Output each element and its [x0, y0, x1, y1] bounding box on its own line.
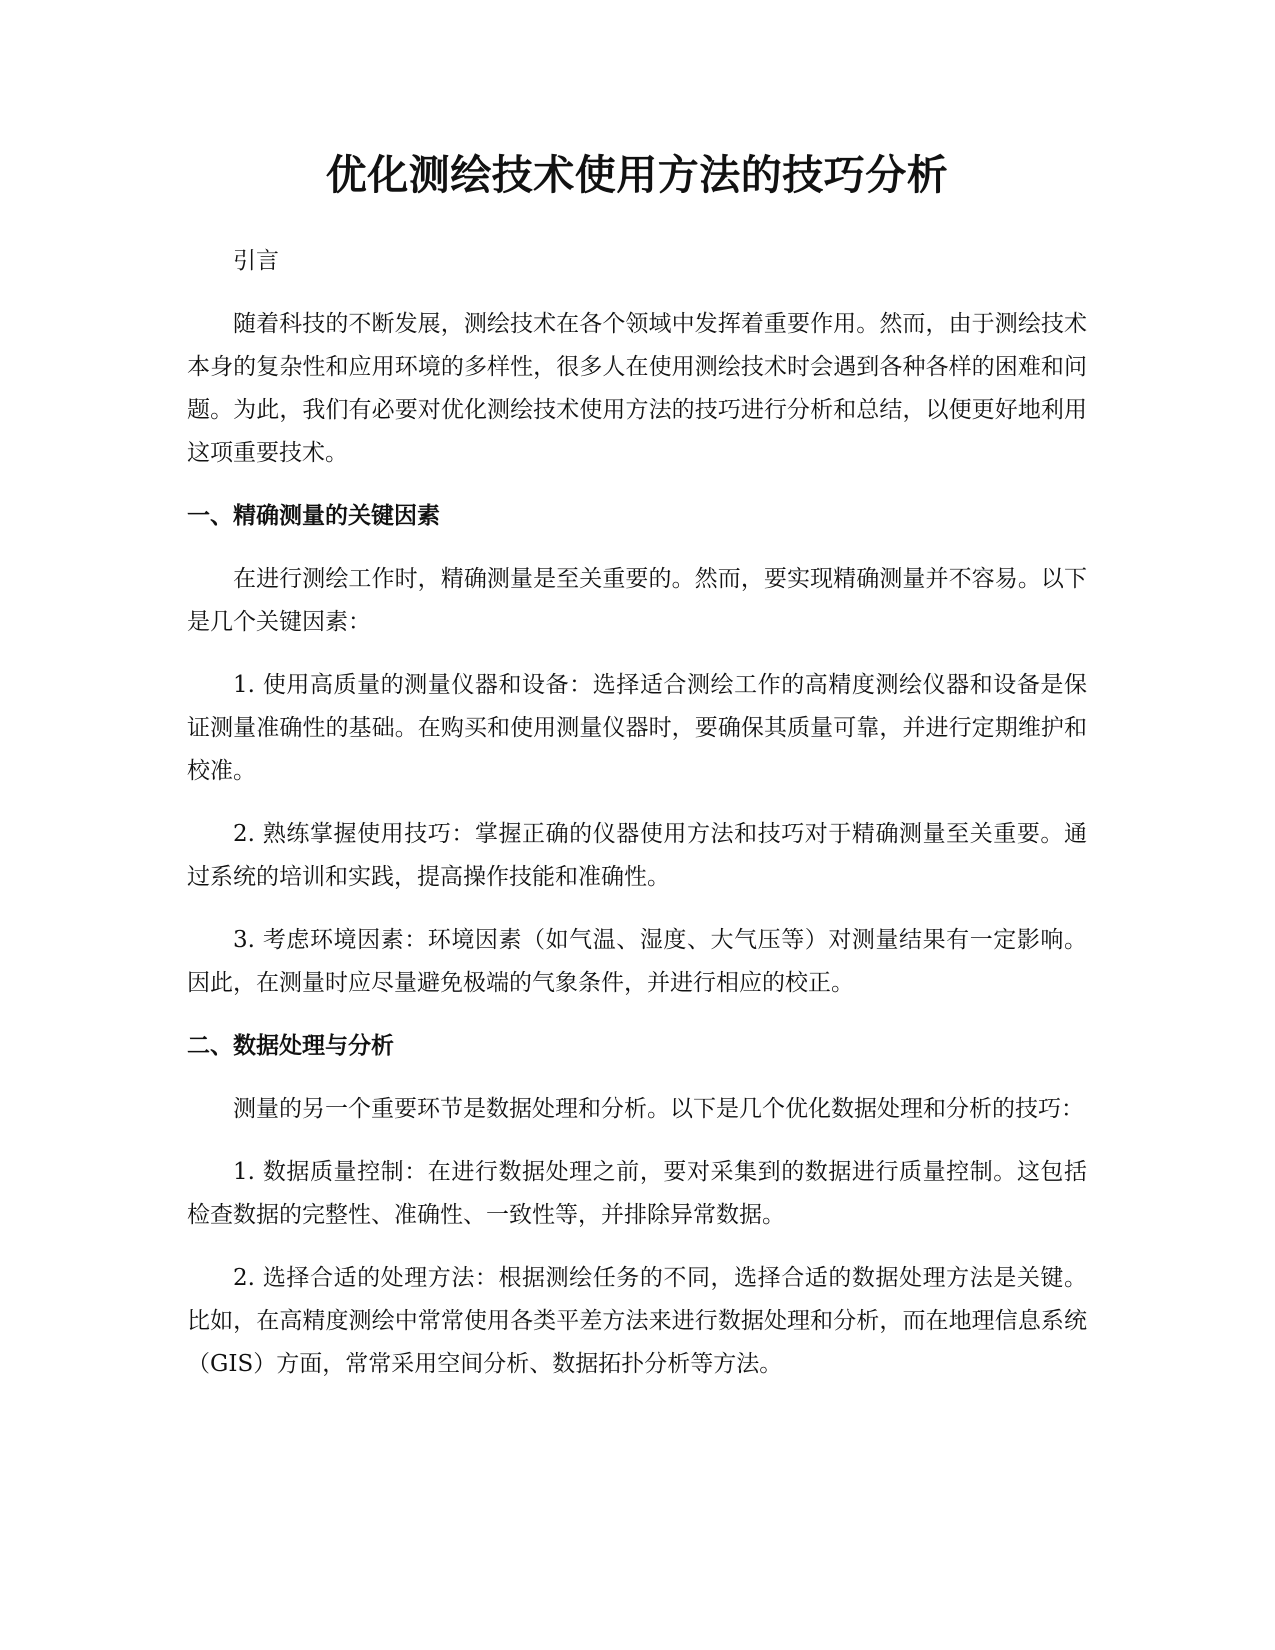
section-1-heading: 一、精确测量的关键因素 [187, 503, 440, 529]
document-title: 优化测绘技术使用方法的技巧分析 [325, 151, 949, 199]
section-2-item-2: 2. 选择合适的处理方法：根据测绘任务的不同，选择合适的数据处理方法是关键。比如，在高精度测绘中常常使用各类平差方法来进行数据处理和分析，而在地理信息系统（GIS）方面，常常采用空间分析、数据拓扑分析等方法。 [187, 1265, 1087, 1377]
section-1-intro: 在进行测绘工作时，精确测量是至关重要的。然而，要实现精确测量并不容易。以下是几个关键因素： [187, 566, 1087, 635]
section-1-item-3: 3. 考虑环境因素：环境因素（如气温、湿度、大气压等）对测量结果有一定影响。因此，在测量时应尽量避免极端的气象条件，并进行相应的校正。 [187, 927, 1087, 996]
section-1-item-1: 1. 使用高质量的测量仪器和设备：选择适合测绘工作的高精度测绘仪器和设备是保证测量准确性的基础。在购买和使用测量仪器时，要确保其质量可靠，并进行定期维护和校准。 [187, 672, 1087, 784]
intro-paragraph: 随着科技的不断发展，测绘技术在各个领域中发挥着重要作用。然而，由于测绘技术本身的复杂性和应用环境的多样性，很多人在使用测绘技术时会遇到各种各样的困难和问题。为此，我们有必要对优化测绘技术使用方法的技巧进行分析和总结，以便更好地利用这项重要技术。 [187, 311, 1087, 466]
section-2-heading: 二、数据处理与分析 [187, 1033, 394, 1059]
document-body [187, 240, 1087, 1406]
section-1-item-2: 2. 熟练掌握使用技巧：掌握正确的仪器使用方法和技巧对于精确测量至关重要。通过系统的培训和实践，提高操作技能和准确性。 [187, 821, 1087, 890]
section-2-item-1: 1. 数据质量控制：在进行数据处理之前，要对采集到的数据进行质量控制。这包括检查数据的完整性、准确性、一致性等，并排除异常数据。 [187, 1159, 1087, 1228]
document-page [187, 0, 1087, 1650]
intro-heading: 引言 [233, 248, 279, 274]
section-2-intro: 测量的另一个重要环节是数据处理和分析。以下是几个优化数据处理和分析的技巧： [233, 1096, 1084, 1122]
